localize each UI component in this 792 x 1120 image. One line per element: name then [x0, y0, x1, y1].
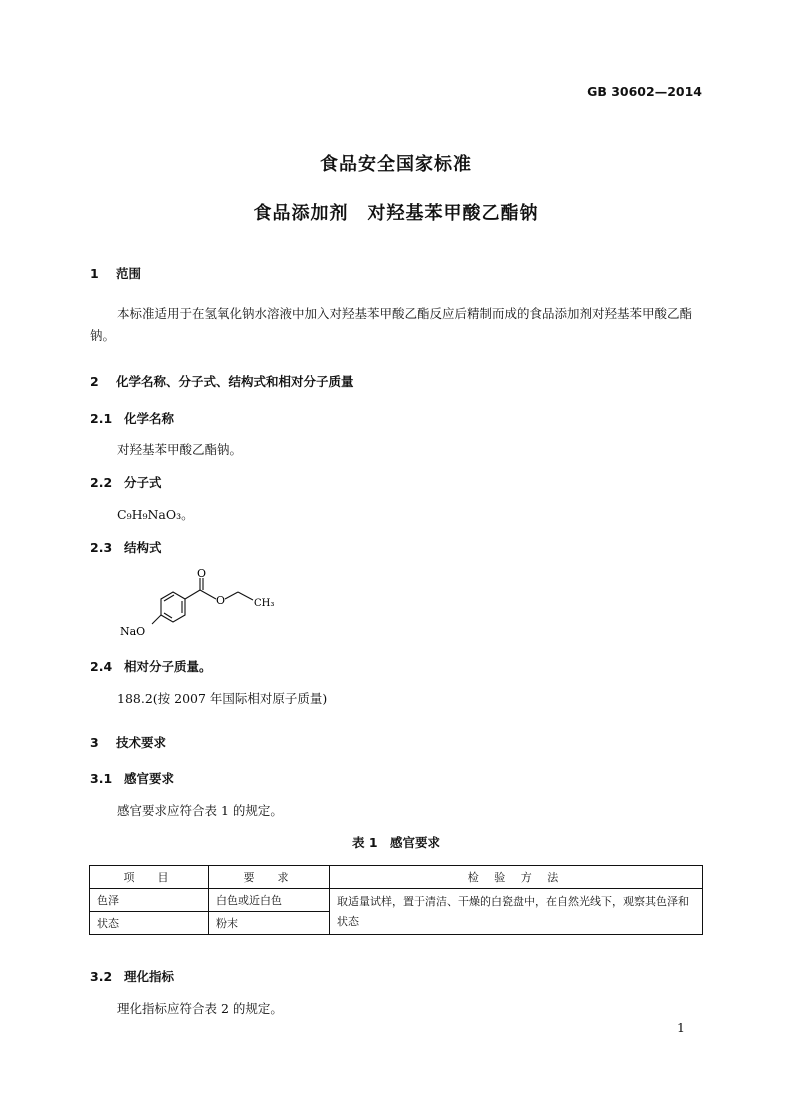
cell-requirement: 粉末: [209, 912, 330, 935]
section-2-4-heading: [90, 657, 212, 675]
section-title: 相对分子质量。: [124, 659, 212, 674]
table-header-row: [90, 866, 703, 889]
section-2-3-heading: [90, 538, 162, 556]
section-number: 2: [90, 374, 99, 389]
cell-requirement: 白色或近白色: [209, 889, 330, 912]
section-3-1-heading: [90, 769, 174, 787]
nao-bond: [152, 615, 161, 624]
cell-test-method: 取适量试样，置于清洁、干燥的白瓷盘中，在自然光线下，观察其色泽和状态: [330, 889, 703, 935]
section-1-heading: [90, 264, 141, 282]
section-number: 2.4: [90, 659, 113, 674]
table-1-caption: 表 1 感官要求: [351, 835, 441, 850]
carbonyl-oxygen-label: O: [197, 568, 207, 580]
document-subtitle: 食品添加剂 对羟基苯甲酸乙酯钠: [253, 203, 539, 224]
page-number: 1: [677, 1020, 685, 1035]
cell-item: 状态: [90, 912, 209, 935]
section-1-text: 本标准适用于在氢氧化钠水溶液中加入对羟基苯甲酸乙酯反应后精制而成的食品添加剂对羟基苯甲酸乙酯钠。: [90, 306, 693, 343]
section-3-2-heading: [90, 967, 174, 985]
structural-formula: [115, 568, 290, 644]
chemical-name-text: 对羟基苯甲酸乙酯钠。: [117, 442, 243, 457]
physicochemical-text: 理化指标应符合表 2 的规定。: [117, 1001, 283, 1016]
section-title: 理化指标: [124, 969, 175, 984]
cell-item: 色泽: [90, 889, 209, 912]
ester-oxygen-label: O: [216, 594, 226, 607]
section-title: 范围: [116, 266, 142, 281]
section-2-2-heading: [90, 473, 162, 491]
section-title: 感官要求: [124, 771, 175, 786]
section-number: 1: [90, 266, 99, 281]
section-number: 3.2: [90, 969, 113, 984]
section-2-heading: [90, 372, 354, 390]
section-number: 2.2: [90, 475, 113, 490]
section-number: 2.3: [90, 540, 113, 555]
table-row: [90, 889, 703, 912]
header-item: 项 目: [90, 866, 209, 889]
section-title: 结构式: [124, 540, 162, 555]
molecular-formula-text: C₉H₉NaO₃。: [117, 507, 194, 522]
section-number: 3: [90, 735, 99, 750]
section-title: 化学名称、分子式、结构式和相对分子质量: [116, 374, 354, 389]
section-3-heading: [90, 733, 166, 751]
section-2-1-heading: [90, 409, 174, 427]
section-number: 2.1: [90, 411, 113, 426]
methyl-label: CH₃: [254, 598, 275, 609]
section-number: 3.1: [90, 771, 113, 786]
document-title: 食品安全国家标准: [320, 154, 472, 175]
standard-number: GB 30602—2014: [587, 84, 702, 99]
sodium-oxide-label: NaO: [120, 625, 146, 638]
section-title: 技术要求: [116, 735, 167, 750]
section-title: 化学名称: [124, 411, 175, 426]
benzene-ring: [161, 592, 185, 622]
sensory-requirements-text: 感官要求应符合表 1 的规定。: [117, 803, 283, 818]
molecular-mass-text: 188.2(按 2007 年国际相对原子质量): [117, 691, 328, 706]
sensory-requirements-table: [89, 865, 703, 935]
header-requirement: 要 求: [209, 866, 330, 889]
header-test-method: 检 验 方 法: [330, 866, 703, 889]
section-title: 分子式: [124, 475, 162, 490]
